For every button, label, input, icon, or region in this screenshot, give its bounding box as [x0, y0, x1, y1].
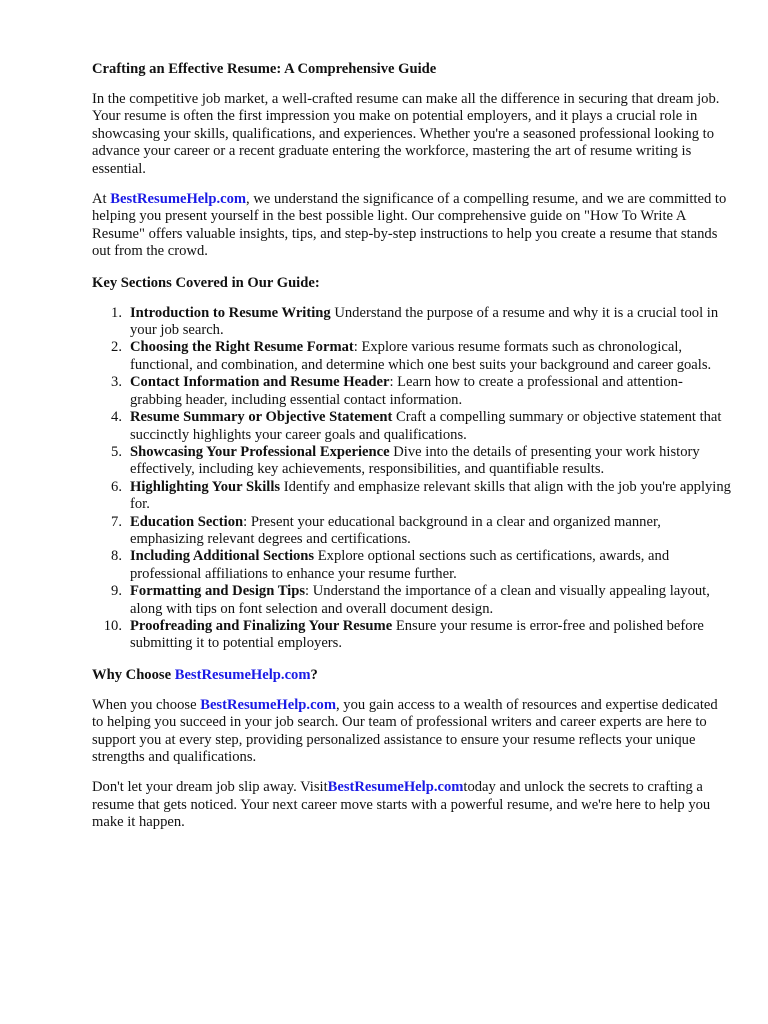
document-title: Crafting an Effective Resume: A Comprehensive Guide	[92, 61, 437, 77]
list-term: Resume Summary or Objective Statement	[130, 409, 393, 426]
list-term: Contact Information and Resume Header	[130, 374, 390, 391]
list-sep: :	[305, 583, 313, 600]
list-item	[92, 374, 732, 409]
list-desc: Understand the importance of a clean and visually appealing layout, along with tips on font selection and overall document design.	[130, 583, 710, 617]
closing-suffix: today and unlock the secrets to crafting a resume that gets noticed. Your next career move starts with a powerful resume, and we're here to help you make it happen.	[92, 779, 711, 831]
list-term: Proofreading and Finalizing Your Resume	[130, 617, 393, 634]
list-item	[92, 444, 732, 479]
intro-paragraph: In the competitive job market, a well-crafted resume can make all the difference in securing that dream job. Your resume is often the first impression you make on potential employers, and it plays a crucial role in showcasing your skills, qualifications, and experiences. Whether you're a seasoned professional looking to advance your career or a recent graduate entering the workforce, mastering the art of resume writing is essential.	[92, 91, 720, 177]
closing-paragraph	[92, 779, 732, 831]
list-term: Including Additional Sections	[130, 548, 315, 565]
list-item	[92, 548, 732, 583]
list-desc: Craft a compelling summary or objective statement that succinctly highlights your career goals and qualifications.	[130, 409, 722, 443]
about-paragraph	[92, 191, 732, 261]
list-sep: :	[243, 513, 251, 530]
list-term: Showcasing Your Professional Experience	[130, 443, 390, 460]
why-para-suffix: , you gain access to a wealth of resources and expertise dedicated to helping you succeed in your job search. Our team of professional writers and career experts are here to support you at every step, providing personalized assistance to ensure your resume reflects your unique strengths and qualifications.	[92, 696, 718, 765]
bestresumehelp-link[interactable]: BestResumeHelp.com	[200, 696, 336, 713]
bestresumehelp-link[interactable]: BestResumeHelp.com	[110, 191, 247, 208]
list-number: 3.	[111, 374, 122, 391]
list-number: 10.	[103, 617, 122, 634]
document-page	[92, 60, 732, 845]
list-desc: Explore various resume formats such as chronological, functional, and combination, and determine which one best suits your background and career goals.	[130, 339, 712, 373]
list-number: 2.	[111, 339, 122, 356]
list-item	[92, 409, 732, 444]
list-number: 1.	[111, 304, 122, 321]
why-para-prefix: When you choose	[92, 696, 201, 713]
list-desc: Learn how to create a professional and attention-grabbing header, including essential contact information.	[130, 374, 683, 408]
list-item	[92, 514, 732, 549]
bestresumehelp-link[interactable]: BestResumeHelp.com	[327, 779, 464, 796]
list-number: 9.	[111, 583, 122, 600]
list-desc: Dive into the details of presenting your work history effectively, including key achievements, responsibilities, and quantifiable results.	[130, 443, 700, 478]
list-desc: Ensure your resume is error-free and polished before submitting it to potential employers.	[130, 617, 704, 652]
why-paragraph	[92, 697, 732, 767]
about-suffix: , we understand the significance of a compelling resume, and we are committed to helping you present yourself in the best possible light. Our comprehensive guide on "How To Write A Resume" offers valuable insights, tips, and step-by-step instructions to help you create a resume that stands out from the crowd.	[92, 191, 727, 260]
list-term: Highlighting Your Skills	[130, 478, 281, 495]
list-number: 4.	[111, 409, 122, 426]
list-term: Introduction to Resume Writing	[130, 304, 331, 321]
key-sections-heading: Key Sections Covered in Our Guide:	[92, 274, 320, 291]
list-desc: Understand the purpose of a resume and why it is a crucial tool in your job search.	[130, 304, 719, 339]
why-choose-heading	[92, 666, 732, 684]
list-sep: :	[353, 339, 362, 356]
list-desc: Explore optional sections such as certifications, awards, and professional affiliations to enhance your resume further.	[130, 548, 670, 582]
list-term: Choosing the Right Resume Format	[130, 339, 354, 356]
sections-list	[92, 305, 732, 653]
list-number: 8.	[111, 548, 122, 565]
list-desc: Identify and emphasize relevant skills that align with the job you're applying for.	[130, 478, 731, 513]
list-item	[92, 305, 732, 340]
list-number: 7.	[111, 513, 122, 530]
list-item	[92, 479, 732, 514]
list-number: 6.	[111, 478, 122, 495]
list-term: Education Section	[130, 513, 244, 530]
about-prefix: At	[92, 191, 111, 208]
why-suffix: ?	[310, 666, 318, 683]
list-number: 5.	[111, 443, 122, 460]
list-desc: Present your educational background in a clear and organized manner, emphasizing relevant degrees and certifications.	[130, 513, 661, 547]
list-item	[92, 618, 732, 653]
bestresumehelp-link[interactable]: BestResumeHelp.com	[174, 666, 311, 683]
list-item	[92, 339, 732, 374]
list-sep: :	[389, 374, 398, 391]
closing-prefix: Don't let your dream job slip away. Visit	[92, 779, 328, 796]
why-prefix: Why Choose	[92, 666, 175, 683]
list-item	[92, 583, 732, 618]
list-term: Formatting and Design Tips	[130, 583, 306, 600]
